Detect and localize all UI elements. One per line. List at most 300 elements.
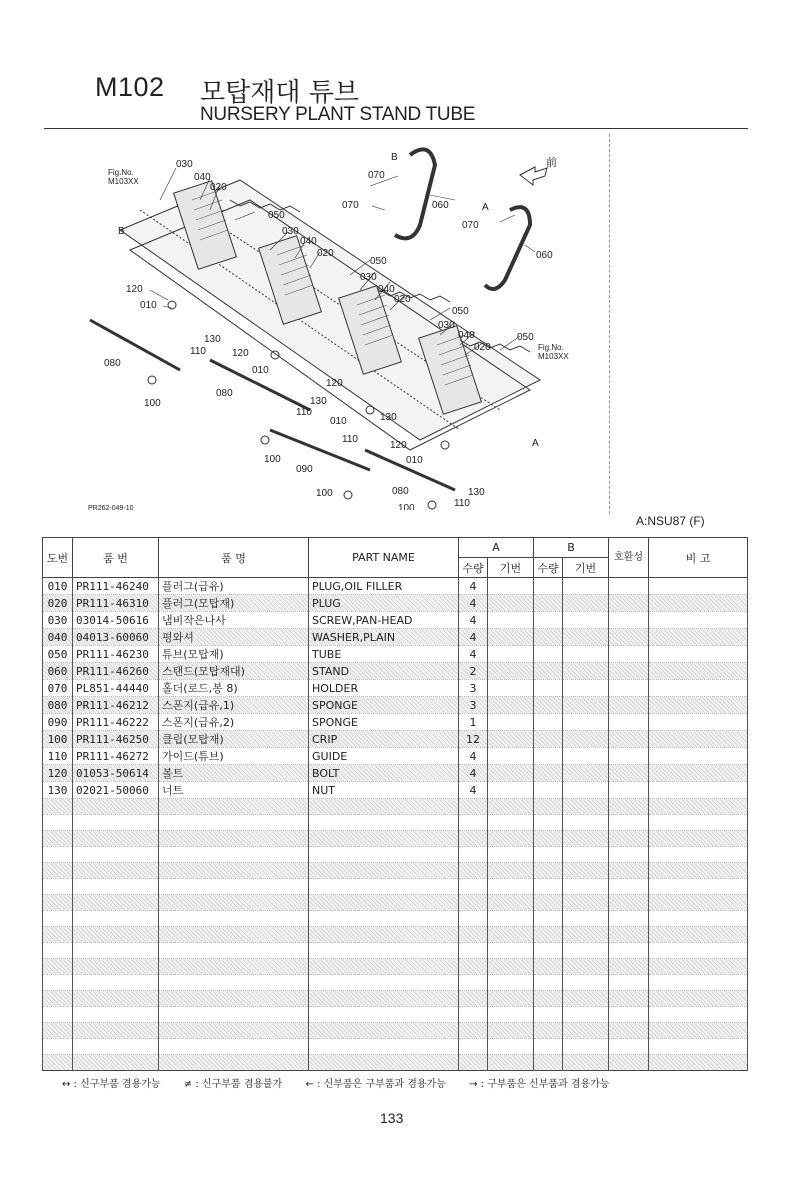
cell-part-name: BOLT — [309, 765, 459, 782]
cell-qty-b — [534, 911, 563, 927]
cell-part-no — [73, 831, 159, 847]
figure-code: PR262-049-10 — [88, 505, 134, 512]
cell-qty-b — [534, 680, 563, 697]
compatibility-legend — [62, 1075, 630, 1090]
cell-qty-b — [534, 975, 563, 991]
cell-part-name: PLUG,OIL FILLER — [309, 578, 459, 595]
header-remarks: 비 고 — [649, 538, 748, 578]
cell-part-no: PR111-46272 — [73, 748, 159, 765]
cell-base-a — [488, 799, 534, 815]
cell-no: 030 — [43, 612, 73, 629]
callout: 030 — [176, 159, 193, 170]
cell-base-a — [488, 697, 534, 714]
table-row — [43, 831, 748, 847]
cell-base-b — [563, 714, 609, 731]
table-row — [43, 748, 748, 765]
cell-qty-a: 1 — [459, 714, 488, 731]
legend-item: ≠ : 신구부품 겸용불가 — [183, 1079, 283, 1090]
cell-name-kr: 클립(모탑재) — [159, 731, 309, 748]
callout: 040 — [300, 236, 317, 247]
callout: 110 — [296, 407, 312, 418]
cell-qty-a — [459, 895, 488, 911]
table-row — [43, 879, 748, 895]
cell-compat — [609, 863, 649, 879]
callout: 100 — [264, 454, 281, 465]
cell-part-name — [309, 863, 459, 879]
cell-compat — [609, 612, 649, 629]
callout: 010 — [140, 300, 157, 311]
cell-base-b — [563, 975, 609, 991]
cell-name-kr — [159, 911, 309, 927]
cell-name-kr — [159, 943, 309, 959]
cell-name-kr — [159, 799, 309, 815]
cell-no: 070 — [43, 680, 73, 697]
cell-compat — [609, 697, 649, 714]
cell-part-no — [73, 895, 159, 911]
cell-name-kr — [159, 831, 309, 847]
cell-base-b — [563, 680, 609, 697]
cell-part-name — [309, 991, 459, 1007]
cell-base-a — [488, 1055, 534, 1071]
cell-compat — [609, 1055, 649, 1071]
cell-remarks — [649, 959, 748, 975]
parts-table — [42, 537, 748, 1071]
cell-base-b — [563, 863, 609, 879]
header-base-a: 기번 — [488, 558, 534, 578]
cell-part-no — [73, 1055, 159, 1071]
cell-part-name: SCREW,PAN-HEAD — [309, 612, 459, 629]
cell-qty-b — [534, 831, 563, 847]
cell-part-name: SPONGE — [309, 714, 459, 731]
cell-part-name — [309, 1039, 459, 1055]
cell-qty-a — [459, 927, 488, 943]
cell-base-b — [563, 895, 609, 911]
callout: 120 — [232, 348, 249, 359]
cell-remarks — [649, 595, 748, 612]
callout: 020 — [474, 342, 491, 353]
cell-remarks — [649, 863, 748, 879]
callout: 080 — [216, 388, 233, 399]
cell-name-kr — [159, 1007, 309, 1023]
callout: 110 — [454, 498, 470, 509]
cell-qty-b — [534, 879, 563, 895]
table-row — [43, 663, 748, 680]
cell-base-a — [488, 748, 534, 765]
cell-qty-a — [459, 1039, 488, 1055]
cell-part-no: 02021-50060 — [73, 782, 159, 799]
cell-part-name — [309, 927, 459, 943]
cell-compat — [609, 748, 649, 765]
cell-qty-b — [534, 1007, 563, 1023]
table-row — [43, 1055, 748, 1071]
cell-qty-b — [534, 1023, 563, 1039]
cell-compat — [609, 975, 649, 991]
cell-compat — [609, 815, 649, 831]
cell-qty-b — [534, 782, 563, 799]
cell-part-name: HOLDER — [309, 680, 459, 697]
cell-no — [43, 879, 73, 895]
cell-base-a — [488, 1023, 534, 1039]
cell-base-a — [488, 975, 534, 991]
cell-base-b — [563, 815, 609, 831]
cell-part-no — [73, 799, 159, 815]
cell-name-kr — [159, 879, 309, 895]
cell-compat — [609, 911, 649, 927]
cell-part-no — [73, 863, 159, 879]
cell-base-b — [563, 943, 609, 959]
cell-qty-a — [459, 1023, 488, 1039]
cell-base-a — [488, 1007, 534, 1023]
cell-qty-b — [534, 578, 563, 595]
cell-part-name — [309, 943, 459, 959]
cell-remarks — [649, 927, 748, 943]
cell-qty-a: 4 — [459, 765, 488, 782]
cell-part-name: TUBE — [309, 646, 459, 663]
cell-no — [43, 799, 73, 815]
callout-marker: A — [482, 202, 489, 213]
cell-name-kr — [159, 847, 309, 863]
cell-base-b — [563, 697, 609, 714]
header-group-a: A — [459, 538, 534, 558]
cell-part-name: WASHER,PLAIN — [309, 629, 459, 646]
cell-qty-b — [534, 731, 563, 748]
cell-qty-a: 4 — [459, 629, 488, 646]
cell-base-b — [563, 578, 609, 595]
table-row — [43, 799, 748, 815]
callout: 040 — [458, 330, 475, 341]
cell-part-no: PR111-46240 — [73, 578, 159, 595]
callout: 090 — [296, 464, 313, 475]
cell-part-no — [73, 1023, 159, 1039]
cell-remarks — [649, 799, 748, 815]
cell-no — [43, 831, 73, 847]
cell-base-a — [488, 991, 534, 1007]
cell-base-b — [563, 1007, 609, 1023]
cell-no — [43, 1007, 73, 1023]
cell-qty-a: 4 — [459, 578, 488, 595]
cell-remarks — [649, 782, 748, 799]
table-row — [43, 765, 748, 782]
cell-compat — [609, 991, 649, 1007]
cell-no: 040 — [43, 629, 73, 646]
cell-remarks — [649, 1007, 748, 1023]
callout: 040 — [378, 284, 395, 295]
table-row — [43, 629, 748, 646]
cell-qty-a: 4 — [459, 612, 488, 629]
cell-part-no: PR111-46230 — [73, 646, 159, 663]
cell-remarks — [649, 991, 748, 1007]
callout: 130 — [204, 334, 221, 345]
cell-name-kr — [159, 991, 309, 1007]
cell-compat — [609, 646, 649, 663]
cell-base-b — [563, 1023, 609, 1039]
callout: 120 — [390, 440, 407, 451]
callout: 080 — [392, 486, 409, 497]
cell-remarks — [649, 975, 748, 991]
cell-qty-a — [459, 943, 488, 959]
cell-part-no: PL851-44440 — [73, 680, 159, 697]
cell-qty-b — [534, 847, 563, 863]
cell-no — [43, 975, 73, 991]
cell-qty-a — [459, 879, 488, 895]
cell-compat — [609, 578, 649, 595]
cell-no: 020 — [43, 595, 73, 612]
cell-qty-a: 4 — [459, 748, 488, 765]
cell-compat — [609, 595, 649, 612]
cell-base-a — [488, 1039, 534, 1055]
cell-name-kr — [159, 895, 309, 911]
header-base-b: 기번 — [563, 558, 609, 578]
cell-compat — [609, 1023, 649, 1039]
cell-remarks — [649, 847, 748, 863]
callout: 010 — [252, 365, 269, 376]
cell-compat — [609, 1039, 649, 1055]
cell-base-b — [563, 629, 609, 646]
cell-part-name: STAND — [309, 663, 459, 680]
cell-part-no: PR111-46222 — [73, 714, 159, 731]
header-part-no: 품 번 — [73, 538, 159, 578]
callout: 130 — [468, 487, 485, 498]
cell-base-b — [563, 595, 609, 612]
header-name-kr: 품 명 — [159, 538, 309, 578]
callout: 020 — [394, 294, 411, 305]
cell-part-name — [309, 1023, 459, 1039]
cell-no: 050 — [43, 646, 73, 663]
cell-no — [43, 943, 73, 959]
cell-name-kr: 플러그(급유) — [159, 578, 309, 595]
front-mark: 前 — [546, 157, 557, 169]
cell-qty-b — [534, 629, 563, 646]
cell-qty-b — [534, 927, 563, 943]
cell-base-a — [488, 863, 534, 879]
cell-remarks — [649, 1039, 748, 1055]
cell-no — [43, 927, 73, 943]
cell-qty-a — [459, 911, 488, 927]
table-row — [43, 943, 748, 959]
cell-remarks — [649, 612, 748, 629]
cell-no — [43, 895, 73, 911]
cell-remarks — [649, 578, 748, 595]
callout: 100 — [316, 488, 333, 499]
cell-part-no: 04013-60060 — [73, 629, 159, 646]
cell-part-no — [73, 1039, 159, 1055]
cell-base-a — [488, 895, 534, 911]
table-row — [43, 612, 748, 629]
cell-remarks — [649, 943, 748, 959]
cell-base-b — [563, 799, 609, 815]
legend-item: ↔ : 신구부품 겸용가능 — [62, 1079, 161, 1090]
cell-name-kr: 플러그(모탑재) — [159, 595, 309, 612]
cell-no — [43, 911, 73, 927]
table-row — [43, 1039, 748, 1055]
callout: 010 — [330, 416, 347, 427]
cell-base-b — [563, 959, 609, 975]
cell-remarks — [649, 879, 748, 895]
callout: 060 — [432, 200, 449, 211]
table-row — [43, 911, 748, 927]
cell-part-name: PLUG — [309, 595, 459, 612]
callout: 030 — [438, 320, 455, 331]
cell-no — [43, 1023, 73, 1039]
cell-base-a — [488, 943, 534, 959]
cell-part-no — [73, 815, 159, 831]
cell-name-kr: 스탠드(모탑재대) — [159, 663, 309, 680]
cell-base-b — [563, 748, 609, 765]
cell-part-name: CRIP — [309, 731, 459, 748]
cell-qty-a: 3 — [459, 680, 488, 697]
cell-compat — [609, 1007, 649, 1023]
callout: 020 — [317, 248, 334, 259]
cell-qty-a — [459, 975, 488, 991]
header-qty-b: 수량 — [534, 558, 563, 578]
cell-qty-a — [459, 991, 488, 1007]
cell-part-name — [309, 831, 459, 847]
cell-remarks — [649, 815, 748, 831]
cell-part-no: PR111-46250 — [73, 731, 159, 748]
cell-qty-a: 3 — [459, 697, 488, 714]
cell-qty-b — [534, 991, 563, 1007]
cell-part-name — [309, 959, 459, 975]
cell-remarks — [649, 1023, 748, 1039]
cell-part-no: PR111-46260 — [73, 663, 159, 680]
header-rule — [44, 128, 748, 129]
cell-qty-b — [534, 663, 563, 680]
cell-qty-b — [534, 714, 563, 731]
legend-item: → : 구부품은 신부품과 겸용가능 — [469, 1079, 610, 1090]
cell-no: 130 — [43, 782, 73, 799]
cell-name-kr — [159, 927, 309, 943]
cell-name-kr — [159, 975, 309, 991]
cell-no — [43, 847, 73, 863]
cell-part-name — [309, 1055, 459, 1071]
cell-no — [43, 815, 73, 831]
table-row — [43, 975, 748, 991]
cell-name-kr: 냄비작은나사 — [159, 612, 309, 629]
cell-base-b — [563, 847, 609, 863]
cell-qty-a — [459, 1055, 488, 1071]
cell-name-kr: 볼트 — [159, 765, 309, 782]
cell-part-name — [309, 1007, 459, 1023]
callout: 020 — [210, 182, 227, 193]
table-row — [43, 927, 748, 943]
header-group-b: B — [534, 538, 609, 558]
cell-no — [43, 959, 73, 975]
cell-part-name: SPONGE — [309, 697, 459, 714]
cell-base-a — [488, 765, 534, 782]
cell-base-a — [488, 595, 534, 612]
callout: 130 — [310, 396, 327, 407]
table-row — [43, 731, 748, 748]
cell-base-a — [488, 847, 534, 863]
cell-qty-a — [459, 815, 488, 831]
cell-name-kr: 너트 — [159, 782, 309, 799]
cell-base-a — [488, 612, 534, 629]
callout: 110 — [190, 346, 206, 357]
callout: 130 — [380, 412, 397, 423]
exploded-parts-diagram — [80, 140, 600, 510]
cell-compat — [609, 847, 649, 863]
cell-name-kr — [159, 1039, 309, 1055]
cell-base-b — [563, 612, 609, 629]
cell-part-no: PR111-46212 — [73, 697, 159, 714]
callout: 070 — [368, 170, 385, 181]
cell-part-no — [73, 1007, 159, 1023]
cell-qty-b — [534, 646, 563, 663]
table-row — [43, 595, 748, 612]
cell-no: 110 — [43, 748, 73, 765]
cell-base-b — [563, 765, 609, 782]
cell-compat — [609, 680, 649, 697]
cell-remarks — [649, 911, 748, 927]
cell-qty-a — [459, 863, 488, 879]
cell-base-b — [563, 911, 609, 927]
cell-part-name — [309, 895, 459, 911]
callout-marker: A — [532, 438, 539, 449]
callout: 080 — [104, 358, 121, 369]
cell-base-a — [488, 911, 534, 927]
cell-name-kr — [159, 1055, 309, 1071]
cell-compat — [609, 629, 649, 646]
cell-compat — [609, 943, 649, 959]
fig-ref-right: Fig.No. M103XX — [538, 343, 569, 361]
table-row — [43, 959, 748, 975]
cell-qty-b — [534, 748, 563, 765]
cell-no: 090 — [43, 714, 73, 731]
cell-base-a — [488, 927, 534, 943]
cell-qty-a — [459, 959, 488, 975]
table-row — [43, 697, 748, 714]
cell-qty-a — [459, 847, 488, 863]
cell-qty-a: 4 — [459, 646, 488, 663]
cell-name-kr: 튜브(모탑재) — [159, 646, 309, 663]
cell-qty-a — [459, 1007, 488, 1023]
callout: 050 — [370, 256, 387, 267]
cell-qty-b — [534, 895, 563, 911]
cell-part-no: 01053-50614 — [73, 765, 159, 782]
cell-no: 120 — [43, 765, 73, 782]
cell-base-b — [563, 782, 609, 799]
diagram-separator — [609, 134, 610, 514]
cell-base-a — [488, 578, 534, 595]
header-part-name: PART NAME — [309, 538, 459, 578]
header-no: 도번 — [43, 538, 73, 578]
cell-base-b — [563, 1039, 609, 1055]
cell-compat — [609, 663, 649, 680]
cell-base-a — [488, 731, 534, 748]
legend-item: ← : 신부품은 구부품과 겸용가능 — [305, 1079, 446, 1090]
cell-name-kr: 가이드(튜브) — [159, 748, 309, 765]
callout: 050 — [268, 210, 285, 221]
cell-base-b — [563, 1055, 609, 1071]
cell-remarks — [649, 765, 748, 782]
cell-name-kr — [159, 1023, 309, 1039]
cell-compat — [609, 782, 649, 799]
cell-remarks — [649, 663, 748, 680]
cell-base-a — [488, 831, 534, 847]
cell-no: 010 — [43, 578, 73, 595]
cell-qty-b — [534, 765, 563, 782]
cell-qty-b — [534, 697, 563, 714]
cell-part-name — [309, 815, 459, 831]
cell-remarks — [649, 680, 748, 697]
header-compat: 호환성 — [609, 538, 649, 578]
cell-compat — [609, 799, 649, 815]
cell-compat — [609, 831, 649, 847]
cell-compat — [609, 895, 649, 911]
cell-base-b — [563, 731, 609, 748]
cell-qty-a — [459, 831, 488, 847]
cell-base-b — [563, 663, 609, 680]
